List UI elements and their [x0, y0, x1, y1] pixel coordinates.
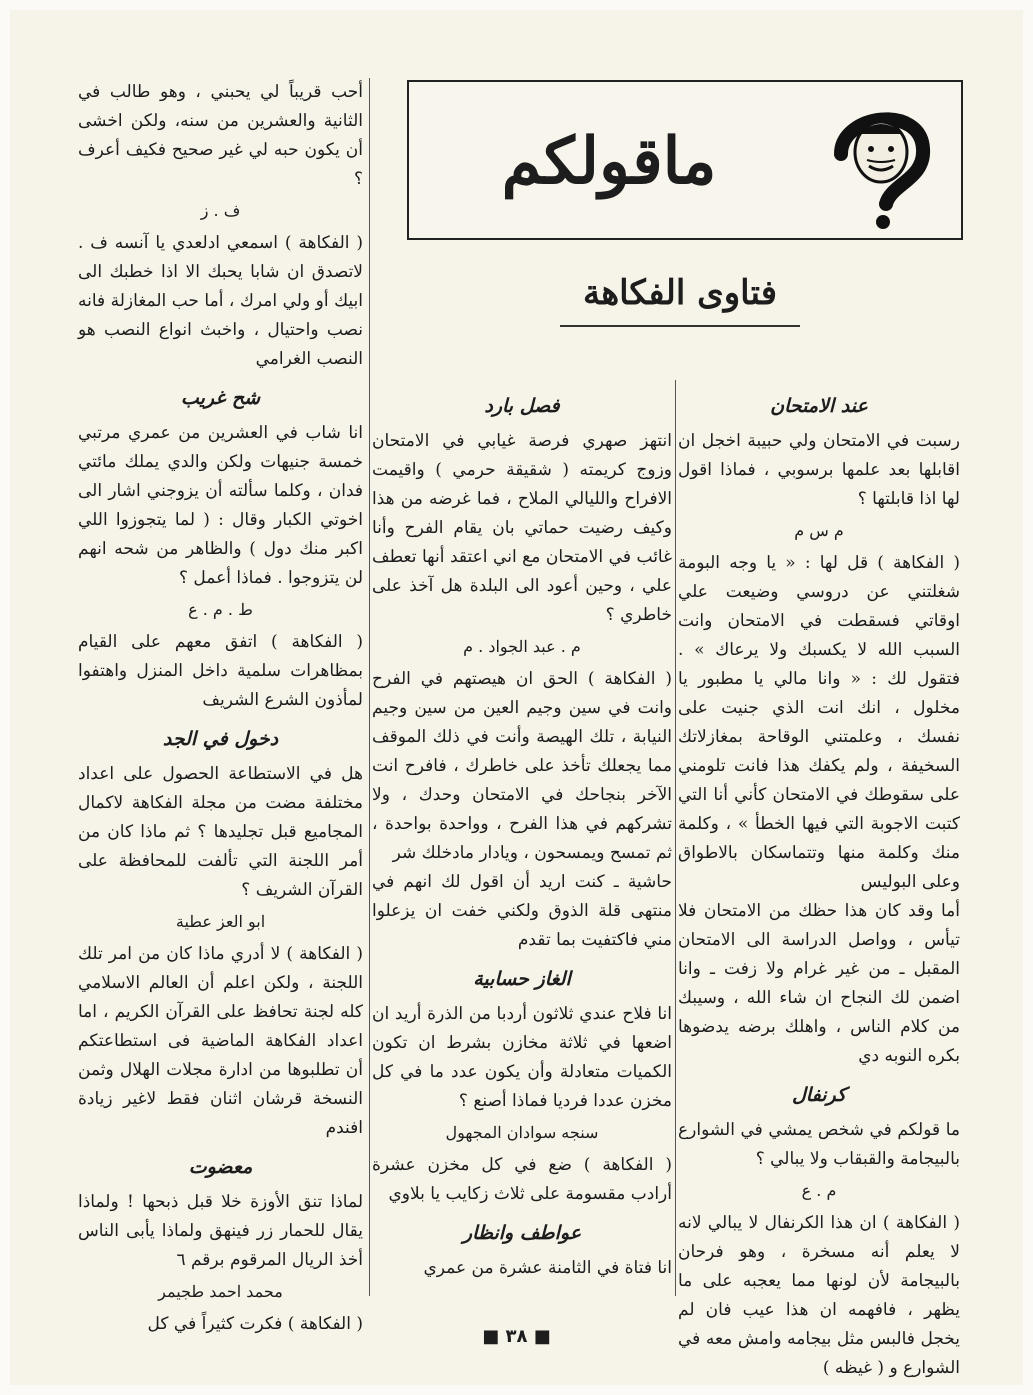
- reader-signature: ابو العز عطية: [175, 912, 266, 931]
- article-heading: فصل بارد: [484, 395, 560, 417]
- column-middle: [372, 382, 672, 1283]
- reader-signature: م س م: [794, 521, 844, 540]
- article-heading: دخول في الجد: [162, 728, 279, 750]
- editor-answer: ( الفكاهة ) قل لها : « يا وجه البومة شغلتني عن دروسي وضيعت علي اوقاتي فسقطت في الامتحان وانت السبب الله لا يكسبك ولا يرعاك » . فتقول لك : « وانا مالي يا مطبور يا مخلول ، انك انت الذي جنيت على نفسك ، وعلمتني الوقاحة بمغازلاتك السخيفة ، ولم يكفك هذا فانت تلومني على سقوطك في الامتحان كأني أنا التي كتبت الاجوبة التي فيها الخطأ » ، وكلمة منك وكلمة منها وتتماسكان بالاطواق وعلى البوليس: [678, 553, 960, 892]
- column-right: [678, 382, 960, 1383]
- reader-signature: ط . م . ع: [188, 600, 253, 619]
- section-subtitle: فتاوى الفكاهة: [582, 273, 778, 313]
- title-banner: [407, 80, 963, 240]
- reader-question: أحب قريباً لي يحبني ، وهو طالب في الثانية والعشرين من سنه، ولكن اخشى أن يكون حبه لي غير صحيح فكيف أعرف ؟: [78, 82, 363, 189]
- article-heading: عواطف وانظار: [462, 1222, 582, 1244]
- reader-question: انا شاب في العشرين من عمري مرتبي خمسة جنيهات ولكن والدي يملك مائتي فدان ، وكلما سألته أن يزوجني اشار الى اخوتي الكبار وقال : ( لما يتجوزوا اللي اكبر منك دول ) والظاهر من شحه انهم لن يتزوجوا . فماذا أعمل ؟: [78, 423, 363, 588]
- editor-answer: ( الفكاهة ) اتفق معهم على القيام بمظاهرات سلمية داخل المنزل واهتفوا لمأذون الشرع الشريف: [78, 632, 363, 710]
- reader-question: هل في الاستطاعة الحصول على اعداد مختلفة مضت من مجلة الفكاهة لاكمال المجاميع قبل تجليدها ؟ ثم ماذا كان من أمر اللجنة التي تألفت للمحافظة على القرآن الشريف ؟: [78, 764, 363, 900]
- reader-question: رسبت في الامتحان ولي حبيبة اخجل ان اقابلها بعد علمها برسوبي ، فماذا اقول لها اذا قابلتها ؟: [678, 431, 960, 509]
- editor-note: أما وقد كان هذا حظك من الامتحان فلا تيأس ، وواصل الدراسة الى الامتحان المقبل ـ من غير غرام ولا زفت ـ وانا اضمن لك النجاح ان شاء الله ، وسيبك من كلام الناس ، واهلك برضه يدضوها بكره النوبه دي: [678, 901, 960, 1066]
- article-heading: الغاز حسابية: [473, 968, 571, 990]
- article-heading: شح غريب: [180, 387, 261, 409]
- column-divider: [369, 78, 370, 1296]
- article-heading: عند الامتحان: [770, 395, 868, 417]
- editor-answer: ( الفكاهة ) فكرت كثيراً في كل: [147, 1314, 363, 1334]
- reader-question: انا فتاة في الثامنة عشرة من عمري: [423, 1258, 672, 1278]
- column-divider: [675, 380, 676, 1296]
- page-number: ■ ٣٨ ■: [482, 1326, 551, 1347]
- reader-signature: محمد احمد طجيمر: [158, 1282, 283, 1301]
- editor-answer: ( الفكاهة ) الحق ان هيصتهم في الفرح وانت في سين وجيم العين من سين وجيم النيابة ، تلك الهيصة وأنت في ذلك الموقف مما يجعلك تأخذ على خاطرك ، فافرح انت الآخر بنجاحك في الامتحان وحدك ، ولا تشركهم في هذا الفرح ، وواحدة بواحدة ، ثم تمسح ويمسحون ، ويادار مادخلك شر: [372, 669, 672, 863]
- reader-question: لماذا تنق الأوزة خلا قبل ذبحها ! ولماذا يقال للحمار زر فينهق ولماذا يأبى الناس أخذ الريال المرقوم برقم ٦: [78, 1192, 363, 1270]
- editor-answer: ( الفكاهة ) اسمعي ادلعدي يا آنسه ف . لاتصدق ان شابا يحبك الا اذا خطبك الى ابيك أو ولي امرك ، أما حب المغازلة فانه نصب واحتيال ، واخبث انواع النصب هو النصب الغرامي: [78, 233, 363, 369]
- editor-note: حاشية ـ كنت اريد أن اقول لك انهم في منتهى قلة الذوق ولكني خفت ان يزعلوا مني فاكتفيت بما تقدم: [372, 872, 672, 950]
- reader-signature: م . ع: [801, 1181, 837, 1200]
- banner-title: ماقولكم: [501, 124, 717, 199]
- article-heading: معضوت: [188, 1156, 253, 1178]
- reader-question: انتهز صهري فرصة غيابي في الامتحان وزوج كريمته ( شقيقة حرمي ) واقيمت الافراح والليالي الملاح ، فما غرضه من هذا وكيف رضيت حماتي بان يقام الفرح وأنا غائب في الامتحان مع اني اعتقد أنها تعطف علي ، وحين أعود الى البلدة هل آخذ على خاطري ؟: [372, 431, 672, 625]
- reader-signature: سنجه سوادان المجهول: [445, 1123, 599, 1142]
- column-left: [78, 78, 363, 1339]
- reader-signature: م . عبد الجواد . م: [463, 637, 581, 656]
- reader-question: انا فلاح عندي ثلاثون أردبا من الذرة أريد ان اضعها في ثلاثة مخازن بشرط ان تكون الكميات متعادلة وأن يكون عدد ما في كل مخزن عددا فرديا فماذا أصنع ؟: [372, 1004, 672, 1111]
- reader-question: ما قولكم في شخص يمشي في الشوارع بالبيجامة والقبقاب ولا يبالي ؟: [678, 1120, 960, 1169]
- question-mark-face-icon: [811, 94, 941, 230]
- editor-answer: ( الفكاهة ) ضع في كل مخزن عشرة أرادب مقسومة على ثلاث زكايب يا بلاوي: [372, 1155, 672, 1204]
- subtitle-underline: [560, 325, 800, 327]
- editor-answer: ( الفكاهة ) لا أدري ماذا كان من امر تلك اللجنة ، ولكن اعلم أن العالم الاسلامي كله لجنة تحافظ على القرآن الكريم ، اما اعداد الفكاهة الماضية فى استطاعتكم أن تطلبوها من ادارة مجلات الهلال وثمن النسخة قرشان اثنان فقط لاغير زيادة افندم: [78, 944, 363, 1138]
- reader-signature: ف . ز: [200, 201, 241, 220]
- article-heading: كرنفال: [791, 1084, 847, 1106]
- editor-answer: ( الفكاهة ) ان هذا الكرنفال لا يبالي لانه لا يعلم أنه مسخرة ، وهو فرحان بالبيجامة لأن لونها مما يعجبه على ما يظهر ، فافهمه ان هذا عيب فان لم يخجل فالبس مثل بيجامه وامش معه في الشوارع و ( غيظه ): [678, 1213, 960, 1378]
